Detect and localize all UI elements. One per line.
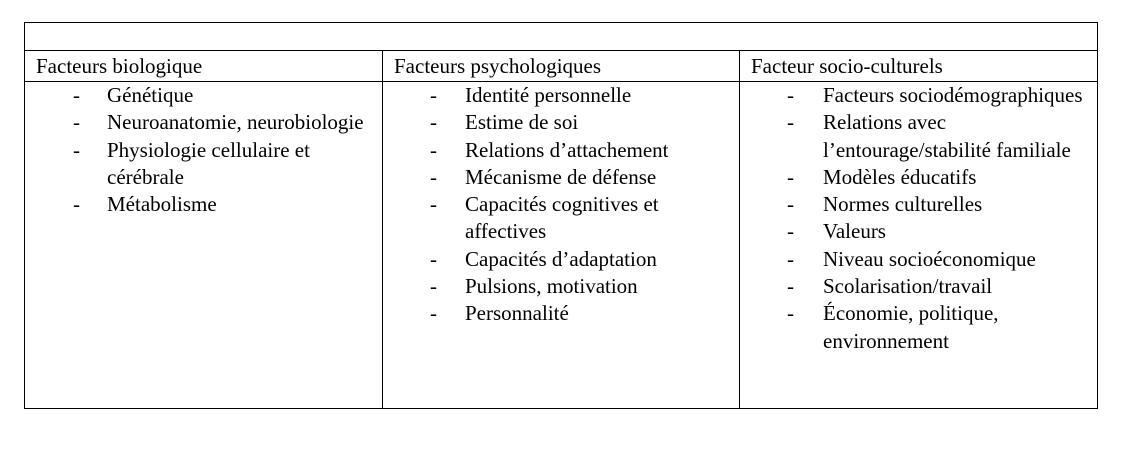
table-content-row (25, 82, 1098, 409)
dash-bullet: - (787, 301, 794, 326)
list-item-text: Relations avec l’entourage/stabilité familiale (823, 110, 1071, 162)
dash-bullet: - (430, 301, 437, 326)
factors-table (24, 22, 1098, 409)
list-item (25, 191, 382, 218)
header-cell-sociocultural (740, 51, 1098, 82)
dash-bullet: - (430, 110, 437, 135)
dash-bullet: - (430, 83, 437, 107)
list-item (383, 137, 739, 164)
list-item-text: Normes culturelles (823, 192, 983, 217)
list-item-text: Génétique (107, 83, 194, 107)
list-item (740, 109, 1097, 164)
list-item-text: Métabolisme (107, 192, 217, 217)
list-item (383, 246, 739, 273)
dash-bullet: - (430, 274, 437, 299)
list-item (383, 273, 739, 300)
dash-bullet: - (787, 219, 794, 244)
list-item-text: Physiologie cellulaire et cérébrale (107, 137, 310, 189)
dash-bullet: - (787, 83, 794, 107)
dash-bullet: - (73, 110, 80, 135)
dash-bullet: - (73, 192, 80, 217)
list-item (383, 82, 739, 109)
list-item-text: Pulsions, motivation (465, 274, 638, 299)
list-item-text: Neuroanatomie, neurobiologie (107, 110, 364, 135)
header-cell-psychological (383, 51, 740, 82)
list-item-text: Scolarisation/travail (823, 274, 993, 299)
list-item (740, 273, 1097, 300)
dash-bullet: - (430, 164, 437, 189)
list-item (383, 300, 739, 327)
list-item-text: Relations d’attachement (465, 137, 669, 162)
list-item (740, 164, 1097, 191)
biological-factors-cell (25, 82, 383, 409)
dash-bullet: - (787, 110, 794, 135)
blank-merged-cell (25, 23, 1098, 51)
dash-bullet: - (430, 246, 437, 271)
psychological-factors-cell (383, 82, 740, 409)
list-item-text: Niveau socioéconomique (823, 246, 1036, 271)
list-item-text: Modèles éducatifs (823, 164, 977, 189)
table-blank-title-row (25, 23, 1098, 51)
list-item-text: Valeurs (823, 219, 886, 244)
list-item (740, 218, 1097, 245)
dash-bullet: - (787, 274, 794, 299)
list-item (740, 300, 1097, 355)
dash-bullet: - (430, 137, 437, 162)
header-psychological: Facteurs psychologiques (394, 54, 602, 78)
table-header-row (25, 51, 1098, 82)
list-item-text: Mécanisme de défense (465, 164, 657, 189)
dash-bullet: - (430, 192, 437, 217)
list-item-text: Facteurs sociodémographiques (823, 83, 1083, 107)
list-item-text: Capacités cognitives et affectives (465, 192, 659, 244)
list-item (25, 137, 382, 192)
header-cell-biological (25, 51, 383, 82)
list-item (740, 191, 1097, 218)
list-item-text: Capacités d’adaptation (465, 246, 657, 271)
list-item-text: Estime de soi (465, 110, 579, 135)
list-item-text: Identité personnelle (465, 83, 632, 107)
list-item-text: Personnalité (465, 301, 569, 326)
list-item-text: Économie, politique, environnement (823, 301, 999, 353)
sociocultural-factors-list (740, 82, 1097, 355)
list-item (25, 82, 382, 109)
dash-bullet: - (73, 137, 80, 162)
sociocultural-factors-cell (740, 82, 1098, 409)
header-biological: Facteurs biologique (36, 54, 203, 78)
list-item (383, 164, 739, 191)
list-item (740, 246, 1097, 273)
dash-bullet: - (787, 246, 794, 271)
dash-bullet: - (787, 192, 794, 217)
list-item (25, 109, 382, 136)
dash-bullet: - (73, 83, 80, 107)
header-sociocultural: Facteur socio-culturels (751, 54, 943, 78)
list-item (740, 82, 1097, 109)
psychological-factors-list (383, 82, 739, 328)
dash-bullet: - (787, 164, 794, 189)
list-item (383, 191, 739, 246)
list-item (383, 109, 739, 136)
biological-factors-list (25, 82, 382, 218)
